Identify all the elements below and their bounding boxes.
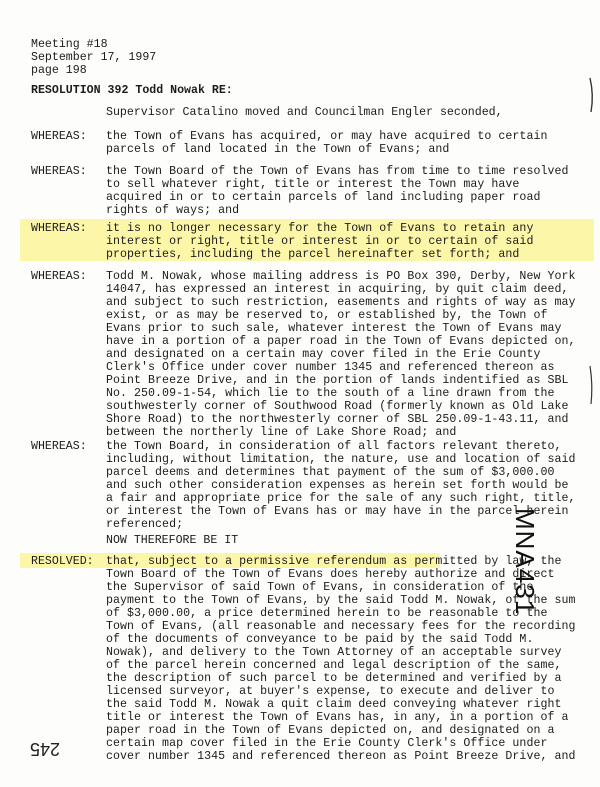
resolved-line-15: certain map cover filed in the Erie County Clerk's Office under [106,737,548,750]
paragraph-2-line-4: rights of ways; and [106,204,240,217]
paragraph-1-line-1: the Town of Evans has acquired, or may have acquired to certain [106,130,548,143]
paragraph-4-line-8: Clerk's Office under cover number 1345 and referenced thereon as [106,361,555,374]
paragraph-4-line-11: southwesterly corner of Southwood Road (formerly known as Old Lake [106,400,569,413]
paragraph-5-line-7: referenced; [106,518,184,531]
page-stamp: 245 [30,739,61,759]
meeting-number: Meeting #18 [31,38,108,51]
paragraph-5-line-1: the Town Board, in consideration of all factors relevant thereto, [106,440,562,453]
resolved-line-4: payment to the Town of Evans, by the said Todd M. Nowak, of the sum [106,594,576,607]
margin-mark-bottom [590,366,592,404]
whereas-label-2: WHEREAS: [31,165,87,178]
paragraph-2-line-1: the Town Board of the Town of Evans has from time to time resolved [106,165,569,178]
paragraph-5-line-5: a fair and appropriate price for the sale of any such right, title, [106,492,576,505]
resolved-line-13: title or interest the Town of Evans has, in any, in a portion of a [106,711,569,724]
whereas-label-1: WHEREAS: [31,130,87,143]
resolved-line-8: Nowak), and delivery to the Town Attorney of an acceptable survey [106,646,562,659]
page-number: page 198 [31,64,87,77]
resolved-line-2: Town Board of the Town of Evans does hereby authorize and direct [106,568,555,581]
whereas-label-3: WHEREAS: [31,222,87,235]
side-stamp: MNA431 [510,508,540,616]
resolved-label: RESOLVED: [31,555,94,568]
paragraph-2-line-2: to sell whatever right, title or interest the Town may have [106,178,520,191]
resolved-line-5: of $3,000.00, a price determined herein to be reasonable to the [106,607,548,620]
paragraph-4-line-4: exist, or as may be reserved to, or established by, the Town of [106,309,548,322]
whereas-label-4: WHEREAS: [31,270,87,283]
paragraph-5-line-4: and such other consideration expenses as herein set forth would be [106,479,569,492]
paragraph-4-line-12: Shore Road) to the northwesterly corner of SBL 250.09-1-43.11, and [106,413,569,426]
paragraph-4-line-5: Evans prior to such sale, whatever interest the Town of Evans may [106,322,562,335]
resolved-line-11: licensed surveyor, at buyer's expense, to execute and deliver to [106,685,555,698]
resolved-line-6: Town of Evans, (all reasonable and necessary fees for the recording [106,620,576,633]
margin-mark-top [590,78,592,112]
resolved-line-7: of the documents of conveyance to be paid by the said Todd M. [106,633,534,646]
resolved-line-9: of the parcel herein concerned and legal description of the same, [106,659,562,672]
paragraph-5-line-6: or interest the Town of Evans has or may have in the parcel herein [106,505,569,518]
paragraph-4-line-2: 14047, has expressed an interest in acquiring, by quit claim deed, [106,283,569,296]
paragraph-3-line-2: interest or right, title or interest in or to certain of said [106,235,534,248]
paragraph-5-line-3: parcel deems and determines that payment of the sum of $3,000.00 [106,466,555,479]
resolved-line-10: the description of such parcel to be determined and verified by a [106,672,562,685]
intro-line: Supervisor Catalino moved and Councilman Engler seconded, [106,106,503,119]
paragraph-1-line-2: parcels of land located in the Town of Evans; and [106,143,450,156]
paragraph-3-line-1: it is no longer necessary for the Town of Evans to retain any [106,222,534,235]
now-therefore: NOW THEREFORE BE IT [106,534,239,547]
meeting-date: September 17, 1997 [31,51,157,64]
whereas-label-5: WHEREAS: [31,440,87,453]
paragraph-4-line-1: Todd M. Nowak, whose mailing address is PO Box 390, Derby, New York [106,270,576,283]
paragraph-2-line-3: acquired in or to certain parcels of land including paper road [106,191,541,204]
paragraph-5-line-2: including, without limitation, the nature, use and location of said [106,453,576,466]
paragraph-3-line-3: properties, including the parcel hereinafter set forth; and [106,248,520,261]
resolution-title: RESOLUTION 392 Todd Nowak RE: [31,84,233,97]
paragraph-4-line-13: between the northerly line of Lake Shore Road; and [106,426,457,439]
paragraph-4-line-6: have in a portion of a paper road in the Town of Evans depicted on, [106,335,576,348]
resolved-line-1: that, subject to a permissive referendum as permitted by law, the [106,555,562,568]
resolved-line-16: cover number 1345 and referenced thereon as Point Breeze Drive, and [106,750,576,763]
resolved-line-12: the said Todd M. Nowak a quit claim deed conveying whatever right [106,698,562,711]
paragraph-4-line-3: and subject to such restriction, easements and rights of way as may [106,296,576,309]
resolved-line-14: paper road in the Town of Evans depicted on, and designated on a [106,724,555,737]
paragraph-4-line-9: Point Breeze Drive, and in the portion of lands indentified as SBL [106,374,569,387]
resolved-line-3: the Supervisor of said Town of Evans, in consideration of the [106,581,534,594]
paragraph-4-line-10: No. 250.09-1-54, which lie to the south of a line drawn from the [106,387,555,400]
paragraph-4-line-7: and designated on a certain may cover filed in the Erie County [106,348,541,361]
